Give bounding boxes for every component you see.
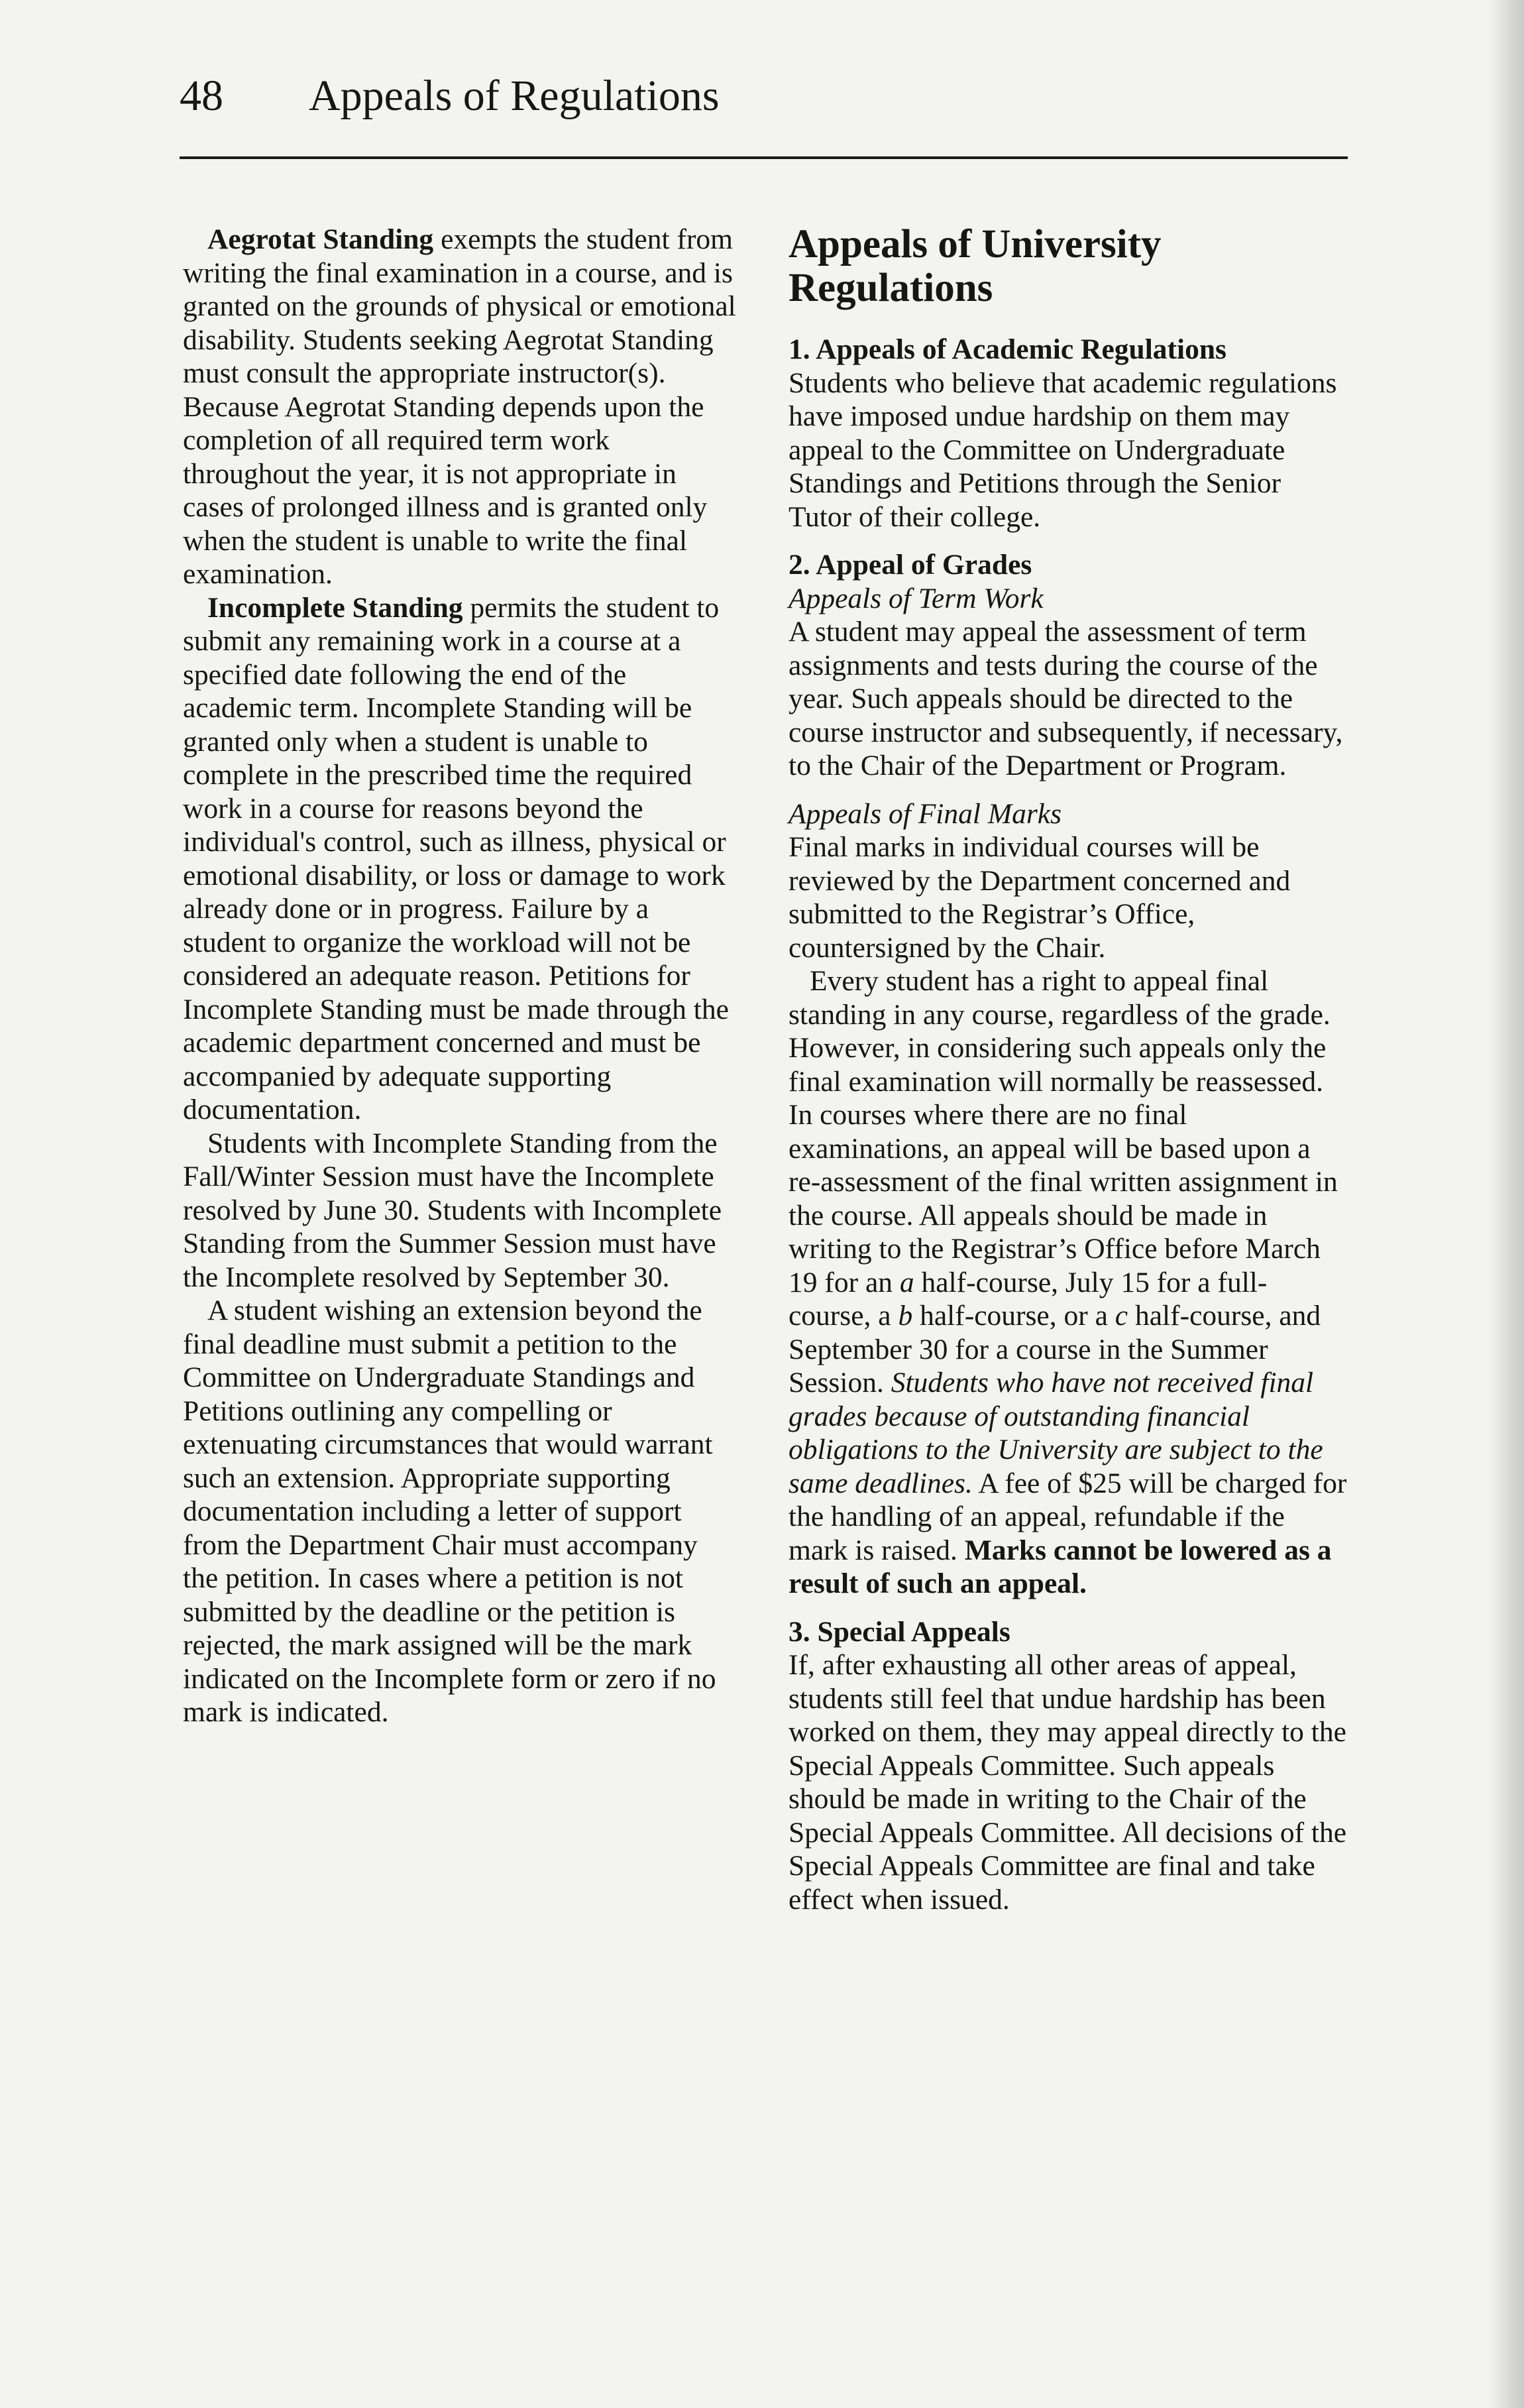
incomplete-term: Incomplete Standing <box>207 591 463 624</box>
course-b: b <box>898 1300 913 1332</box>
page-spine-shadow <box>1488 0 1524 2408</box>
aegrotat-paragraph <box>183 223 738 591</box>
header-rule <box>180 156 1348 159</box>
final-standing-text-4: half-course, and September 30 for a course in the Summer Session. <box>789 1300 1321 1399</box>
fee-text: A fee of $25 will be charged for the handling of an appeal, refundable if the mark is raised. <box>789 1467 1347 1566</box>
final-standing-text-3: half-course, or a <box>912 1300 1115 1332</box>
aegrotat-term: Aegrotat Standing <box>207 223 434 255</box>
final-marks-heading: Appeals of Final Marks <box>789 797 1061 830</box>
term-work-heading: Appeals of Term Work <box>789 582 1044 614</box>
section-title: Appeals of University Regulations <box>789 222 1162 310</box>
deadlines-paragraph: Students with Incomplete Standing from the Fall/Winter Session must have the Incomplete resolved by June 30. Students with Incomplete Standing from the Summer Session must have the Incomplete resolved by September 30. <box>183 1127 722 1293</box>
page-header <box>180 66 1346 126</box>
marks-not-lowered-notice: Marks cannot be lowered as a result of such an appeal. <box>789 1534 1332 1599</box>
course-c: c <box>1115 1300 1128 1332</box>
final-standing-paragraph <box>789 964 1348 1601</box>
academic-regulations-text: Students who believe that academic regulations have imposed undue hardship on them may appeal to the Committee on Undergraduate Standings and Petitions through the Senior Tutor of their college. <box>789 367 1337 533</box>
final-standing-text-1: Every student has a right to appeal final standing in any course, regardless of the grade. However, in considering such appeals only the final examination will normally be reassessed. In courses where there are no final examinations, an appeal will be based upon a re-assessment of the final written assignment in the course. All appeals should be made in writing to the Registrar’s Office before March 19 for an <box>789 965 1338 1298</box>
special-appeals-text: If, after exhausting all other areas of appeal, students still feel that undue hardship has been worked on them, they may appeal directly to the Special Appeals Committee. Such appeals should be made in writing to the Chair of the Special Appeals Committee. All decisions of the Special Appeals Committee are final and take effect when issued. <box>789 1649 1347 1916</box>
financial-obligations-note: Students who have not received final grades because of outstanding financial obligations to the University are subject to the same deadlines. <box>789 1367 1323 1499</box>
page-number: 48 <box>180 72 223 120</box>
final-marks-text: Final marks in individual courses will be reviewed by the Department concerned and submitted to the Registrar’s Office, countersigned by the Chair. <box>789 831 1291 964</box>
incomplete-text: permits the student to submit any remaining work in a course at a specified date following the end of the academic term. Incomplete Standing will be granted only when a student is unable to complete in the prescribed time the required work in a course for reasons beyond the individual's control, such as illness, physical or emotional disability, or loss or damage to work already done or in progress. Failure by a student to organize the workload will not be considered an adequate reason. Petitions for Incomplete Standing must be made through the academic department concerned and must be accompanied by adequate supporting documentation. <box>183 591 729 1125</box>
right-column <box>789 223 1348 1916</box>
final-standing-text-2: half-course, July 15 for a full-course, a <box>789 1266 1268 1332</box>
extension-paragraph: A student wishing an extension beyond the final deadline must submit a petition to the Committee on Undergraduate Standings and Petitions outlining any compelling or extenuating circumstances that would warrant such an extension. Appropriate supporting documentation including a letter of support from the Department Chair must accompany the petition. In cases where a petition is not submitted by the deadline or the petition is rejected, the mark assigned will be the mark indicated on the Incomplete form or zero if no mark is indicated. <box>183 1294 716 1728</box>
running-title: Appeals of Regulations <box>309 72 720 120</box>
term-work-text: A student may appeal the assessment of term assignments and tests during the course of the year. Such appeals should be directed to the course instructor and subsequently, if necessary, to the Chair of the Department or Program. <box>789 616 1343 781</box>
academic-regulations-heading: 1. Appeals of Academic Regulations <box>789 333 1226 365</box>
aegrotat-text: exempts the student from writing the final examination in a course, and is granted on the grounds of physical or emotional disability. Students seeking Aegrotat Standing must consult the appropriate instructor(s). Because Aegrotat Standing depends upon the completion of all required term work throughout the year, it is not appropriate in cases of prolonged illness and is granted only when the student is unable to write the final examination. <box>183 223 736 590</box>
appeal-of-grades-heading: 2. Appeal of Grades <box>789 549 1032 581</box>
course-a: a <box>899 1266 914 1298</box>
left-column <box>183 223 738 1729</box>
special-appeals-heading: 3. Special Appeals <box>789 1615 1010 1648</box>
incomplete-paragraph <box>183 591 738 1127</box>
